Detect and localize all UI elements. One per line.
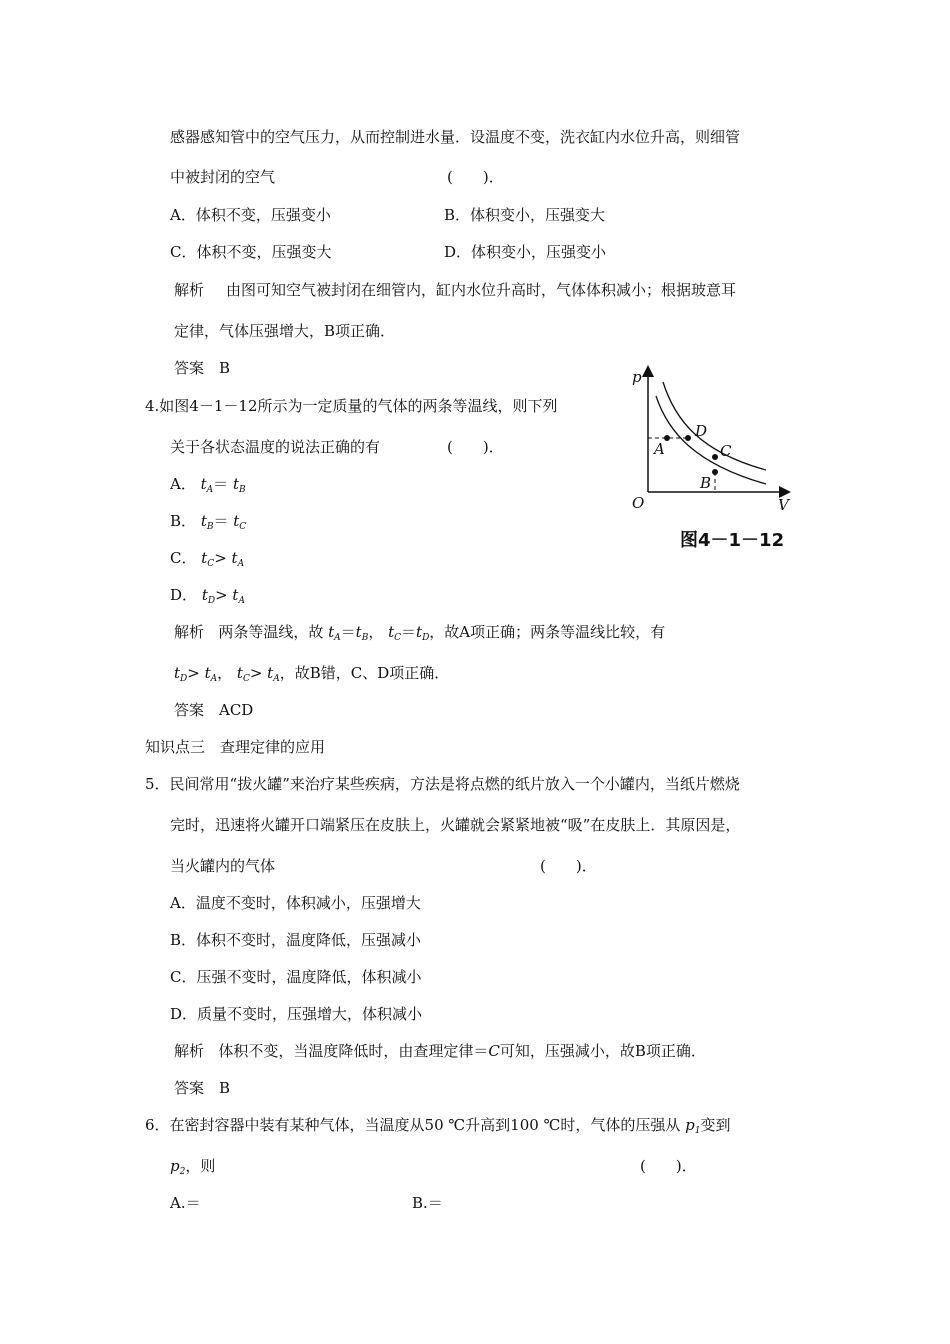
point-a — [664, 435, 670, 441]
q4-analysis-label: 解析 — [174, 623, 205, 641]
q4-option-a-formula: $t_A= t_B$ — [200, 475, 246, 495]
q4-option-b-label: B． — [170, 512, 197, 530]
label-point-a: A — [654, 440, 665, 458]
q3-stem-line1: 感器感知管中的空气压力，从而控制进水量．设温度不变，洗衣缸内水位升高，则细管 — [170, 128, 741, 146]
label-point-b: B — [700, 474, 712, 492]
origin-label: O — [632, 494, 645, 512]
q4-stem-line1: 4.如图4－1－12所示为一定质量的气体的两条等温线，则下列 — [145, 397, 558, 415]
q5-answer: B — [219, 1079, 231, 1097]
q5-analysis-label: 解析 — [174, 1042, 205, 1060]
q4-option-d-formula: $t_D> t_A$ — [201, 586, 245, 606]
q4-analysis-line2 — [174, 663, 449, 689]
section-title: 知识点三 查理定律的应用 — [145, 738, 326, 756]
q3-option-a: A．体积不变，压强变小 — [170, 206, 331, 224]
q5-answer-label: 答案 — [174, 1079, 205, 1097]
q4-answer-blank: ( )． — [447, 438, 504, 456]
q5-option-d: D．质量不变时，压强增大，体积减小 — [170, 1005, 423, 1023]
q3-answer-label: 答案 — [174, 359, 205, 377]
q6-option-b: B.＝ — [412, 1194, 443, 1212]
label-point-c: C — [720, 442, 732, 460]
axis-label-p: p — [632, 368, 642, 386]
axis-label-v: V — [778, 496, 789, 514]
point-c — [712, 454, 718, 460]
q5-stem-line3: 当火罐内的气体 — [170, 857, 276, 875]
q5-option-a: A．温度不变时，体积减小，压强增大 — [170, 894, 421, 912]
q5-analysis-line1 — [174, 1041, 706, 1061]
q3-stem-line2: 中被封闭的空气 — [170, 168, 276, 186]
q3-answer-blank: ( )． — [447, 168, 504, 186]
q4-option-a-label: A． — [170, 475, 196, 493]
q4-option-a — [170, 474, 246, 500]
q4-option-c — [170, 548, 244, 574]
q5-analysis-constant: C — [488, 1042, 500, 1060]
q3-answer: B — [219, 359, 231, 377]
isotherm-figure — [620, 360, 800, 520]
point-b — [712, 469, 718, 475]
q3-option-c: C．体积不变，压强变大 — [170, 243, 332, 261]
q6-stem-text-a: 6．在密封容器中装有某种气体，当温度从50 ℃升高到100 ℃时，气体的压强从 — [145, 1116, 681, 1134]
q3-option-b: B．体积变小，压强变大 — [444, 206, 606, 224]
q6-option-a: A.＝ — [170, 1194, 201, 1212]
q4-answer-label: 答案 — [174, 701, 205, 719]
q4-analysis-text-c: ，故B错，C、D项正确． — [279, 664, 450, 682]
q4-analysis-line1 — [174, 622, 665, 648]
q3-analysis-line1: 由图可知空气被封闭在细管内，缸内水位升高时，气体体积减小；根据玻意耳 — [226, 281, 737, 299]
q5-stem-line1: 5．民间常用“拔火罐”来治疗某些疾病，方法是将点燃的纸片放入一个小罐内，当纸片燃烧 — [145, 775, 740, 793]
q6-stem-line1: 6．在密封容器中装有某种气体，当温度从50 ℃升高到100 ℃时，气体的压强从 $p_1$变到 — [145, 1116, 731, 1136]
q6-stem-text-c: ，则 — [185, 1157, 216, 1175]
q4-stem-line2: 关于各状态温度的说法正确的有 — [170, 438, 381, 456]
q5-answer-blank: ( )． — [540, 857, 597, 875]
q4-answer: ACD — [219, 701, 254, 719]
q4-analysis-text-a: 两条等温线，故 — [218, 623, 324, 641]
q5-stem-line2: 完时，迅速将火罐开口端紧压在皮肤上，火罐就会紧紧地被“吸”在皮肤上．其原因是， — [170, 816, 741, 834]
q5-option-b: B．体积不变时，温度降低，压强减小 — [170, 931, 422, 949]
q4-option-b — [170, 511, 246, 537]
q4-analysis-formula-1: $t_A=t_B$， $t_C=t_D$ — [328, 623, 430, 643]
q6-stem-text-b: 变到 — [700, 1116, 731, 1134]
isotherm-lower — [656, 396, 766, 484]
q5-analysis-text-b: 可知，压强减小，故B项正确． — [499, 1042, 706, 1060]
q4-analysis-text-b: ，故A项正确；两条等温线比较，有 — [429, 623, 666, 641]
q6-stem-line2: $p_2$，则 — [170, 1157, 216, 1177]
q3-option-d: D．体积变小，压强变小 — [444, 243, 607, 261]
q6-answer-blank: ( )． — [640, 1157, 697, 1175]
q3-analysis-line2: 定律，气体压强增大，B项正确． — [174, 322, 396, 340]
q5-analysis-text-a: 体积不变，当温度降低时，由查理定律＝ — [218, 1042, 489, 1060]
label-point-d: D — [695, 422, 708, 440]
figure-caption: 图4－1－12 — [680, 530, 785, 551]
q4-option-c-label: C． — [170, 549, 197, 567]
q5-option-c: C．压强不变时，温度降低，体积减小 — [170, 968, 422, 986]
q4-option-c-formula: $t_C> t_A$ — [201, 549, 245, 569]
q3-analysis-label: 解析 — [174, 281, 205, 299]
point-d — [685, 435, 691, 441]
q4-option-d — [170, 585, 245, 611]
q4-analysis-formula-2: $t_D> t_A$， $t_C> t_A$ — [174, 664, 280, 684]
q4-option-d-label: D． — [170, 586, 198, 604]
q4-option-b-formula: $t_B= t_C$ — [200, 512, 247, 532]
